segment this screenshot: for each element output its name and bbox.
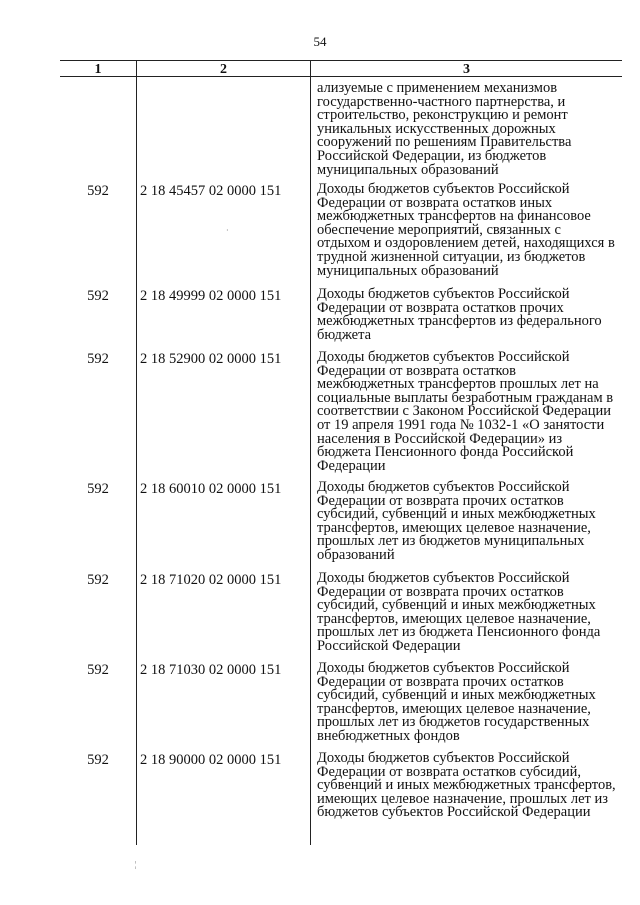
- scan-speck: ¦: [135, 860, 137, 869]
- revenue-description: Доходы бюджетов субъектов Российской Федерации от возврата остатков иных межбюджетных трансфертов на финансовое обеспечение мероприятий, связанных с отдыхом и оздоровлением детей, находящихся в трудной жизненной ситуации, из бюджетов муниципальных образований: [317, 181, 615, 279]
- budget-code: 2 18 71030 02 0000 151: [140, 662, 282, 678]
- revenue-description: Доходы бюджетов субъектов Российской Федерации от возврата остатков субсидий, субвенций и иных межбюджетных трансфертов, имеющих целевое назначение, прошлых лет из бюджетов субъектов Российской Федерации: [317, 750, 616, 821]
- budget-code: 2 18 52900 02 0000 151: [140, 351, 282, 367]
- admin-code: 592: [87, 662, 109, 678]
- column-header-3: 3: [463, 62, 470, 77]
- budget-code: 2 18 90000 02 0000 151: [140, 752, 282, 768]
- budget-code: 2 18 45457 02 0000 151: [140, 183, 282, 199]
- budget-code: 2 18 49999 02 0000 151: [140, 288, 282, 304]
- admin-code: 592: [87, 183, 109, 199]
- column-divider-2: [310, 60, 311, 845]
- admin-code: 592: [87, 351, 109, 367]
- revenue-description: Доходы бюджетов субъектов Российской Федерации от возврата остатков прочих межбюджетных трансфертов из федерального бюджета: [317, 286, 602, 343]
- header-top-rule: [60, 60, 622, 61]
- admin-code: 592: [87, 572, 109, 588]
- column-header-1: 1: [94, 62, 102, 77]
- continuation-text: ализуемые с применением механизмов государственно-частного партнерства, и строительство, реконструкцию и ремонт уникальных искусственных дорожных сооружений по решениям Правительства Российской Федерации, из бюджетов муниципальных образований: [317, 80, 572, 178]
- budget-code: 2 18 60010 02 0000 151: [140, 481, 282, 497]
- revenue-description: Доходы бюджетов субъектов Российской Федерации от возврата прочих остатков субсидий, субвенций и иных межбюджетных трансфертов, имеющих целевое назначение, прошлых лет из бюджетов муниципальных образований: [317, 479, 596, 563]
- admin-code: 592: [87, 481, 109, 497]
- admin-code: 592: [87, 752, 109, 768]
- revenue-description: Доходы бюджетов субъектов Российской Федерации от возврата остатков межбюджетных трансфертов прошлых лет на социальные выплаты безработным гражданам в соответствии с Законом Российской Федерации от 19 апреля 1991 года № 1032-1 «О занятости населения в Российской Федерации» из бюджета Пенсионного фонда Российской Федерации: [317, 349, 614, 474]
- admin-code: 592: [87, 288, 109, 304]
- column-divider-1: [136, 60, 137, 845]
- budget-code: 2 18 71020 02 0000 151: [140, 572, 282, 588]
- revenue-description: Доходы бюджетов субъектов Российской Федерации от возврата прочих остатков субсидий, субвенций и иных межбюджетных трансфертов, имеющих целевое назначение, прошлых лет из бюджета Пенсионного фонда Российской Федерации: [317, 570, 601, 654]
- page-number: 54: [313, 34, 327, 49]
- revenue-description: Доходы бюджетов субъектов Российской Федерации от возврата прочих остатков субсидий, субвенций и иных межбюджетных трансфертов, имеющих целевое назначение, прошлых лет из бюджетов государственных внебюджетных фондов: [317, 660, 596, 744]
- column-header-2: 2: [220, 62, 227, 77]
- scan-speck: ·: [226, 226, 229, 235]
